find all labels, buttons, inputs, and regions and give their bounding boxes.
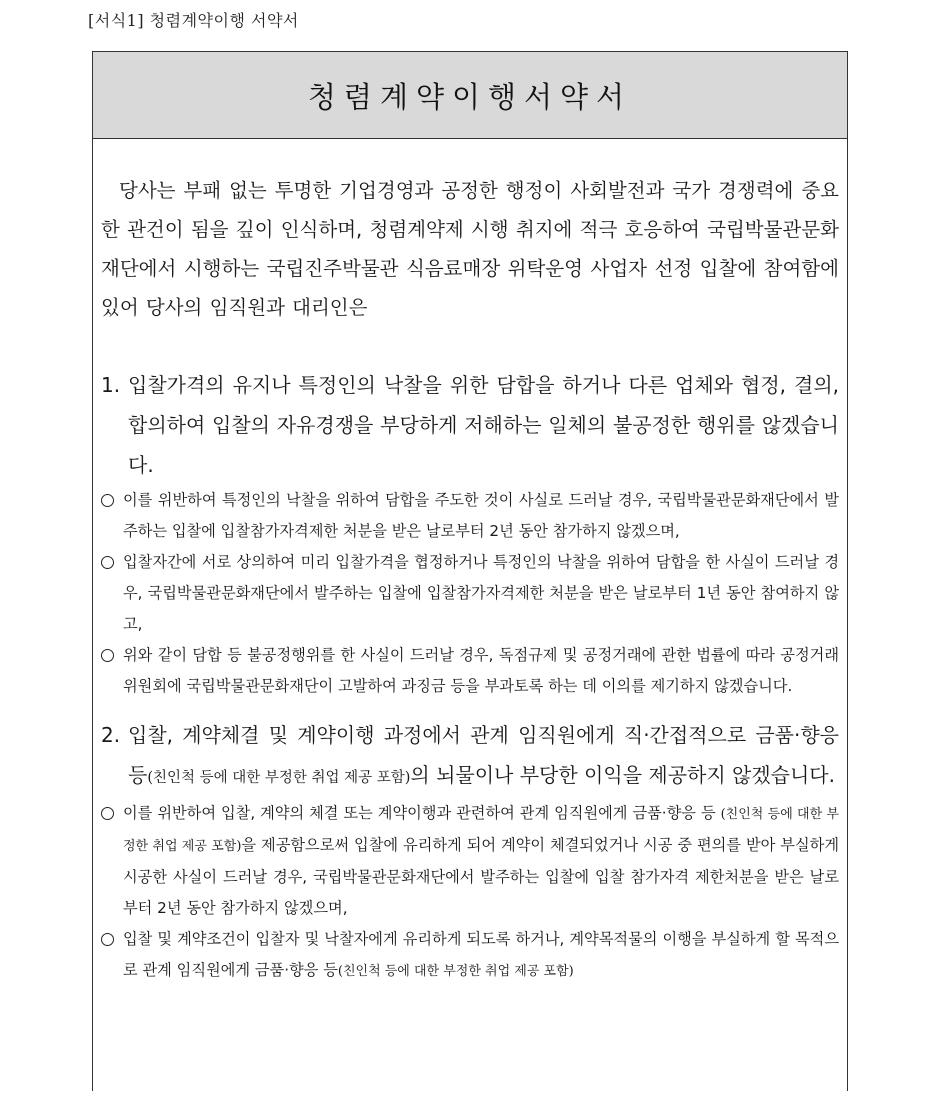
section-1-bullet-3 [101, 640, 839, 702]
intro-text: 당사는 부패 없는 투명한 기업경영과 공정한 행정이 사회발전과 국가 경쟁력에 중요한 관건이 됨을 깊이 인식하며, 청렴계약제 시행 취지에 적극 호응하여 국립박물관문화재단에서 시행하는 국립진주박물관 식음료매장 위탁운영 사업자 선정 입찰에 참여함에 있어 당사의 임직원과 대리인은 [101, 179, 839, 319]
section-text-part: 입찰, 계약체결 및 계약이행 과정에서 관계 임직원에게 직·간접적으로 금품·향응 등 [128, 723, 839, 787]
section-text-part: 의 뇌물이나 부당한 이익을 제공하지 않겠습니다. [410, 763, 835, 787]
section-number: 2. [101, 723, 121, 747]
section-text: 입찰가격의 유지나 특정인의 낙찰을 위한 담합을 하거나 다른 업체와 협정, 결의, 합의하여 입찰의 자유경쟁을 부당하게 저해하는 일체의 불공정한 행위를 않겠습니다. [128, 373, 839, 477]
document-title: 청렴계약이행서약서 [307, 79, 633, 114]
bullet-text: 위와 같이 담합 등 불공정행위를 한 사실이 드러날 경우, 독점규제 및 공정거래에 관한 법률에 따라 공정거래위원회에 국립박물관문화재단이 고발하여 과징금 등을 부과토록 하는 데 이의를 제기하지 않겠습니다. [123, 646, 839, 695]
bullet-text-parenthetical: (친인척 등에 대한 부정한 취업 제공 포함) [337, 964, 574, 979]
circle-bullet-icon [101, 485, 123, 547]
bullet-text-parenthetical: (친인척 등에 대한 부정한 취업 제공 포함) [123, 807, 840, 854]
document-body [93, 171, 847, 987]
circle-bullet-icon [101, 798, 123, 924]
section-text-parenthetical: (친인척 등에 대한 부정한 취업 제공 포함) [147, 770, 411, 786]
circle-bullet-icon [101, 547, 123, 640]
intro-paragraph [101, 171, 839, 327]
bullet-text: 입찰자간에 서로 상의하여 미리 입찰가격을 협정하거나 특정인의 낙찰을 위하여 담합을 한 사실이 드러날 경우, 국립박물관문화재단에서 발주하는 입찰에 입찰참가자격제한 처분을 받은 날로부터 1년 동안 참여하지 않고, [123, 553, 839, 633]
circle-bullet-icon [101, 640, 123, 702]
pledge-document [92, 51, 848, 1091]
section-1 [101, 365, 839, 485]
section-text [128, 715, 839, 798]
form-label: [서식1] 청렴계약이행 서약서 [88, 11, 299, 30]
section-number: 1. [101, 373, 121, 397]
bullet-text [123, 798, 839, 924]
section-2 [101, 715, 839, 798]
section-2-bullet-1 [101, 798, 839, 924]
section-2-bullet-2 [101, 924, 839, 987]
section-1-bullet-2 [101, 547, 839, 640]
title-band [93, 52, 847, 139]
bullet-text [123, 924, 839, 987]
circle-bullet-icon [101, 924, 123, 987]
bullet-text-part: 입찰 및 계약조건이 입찰자 및 낙찰자에게 유리하게 되도록 하거나, 계약목적물의 이행을 부실하게 할 목적으로 관계 임직원에게 금품·향응 등 [123, 930, 839, 979]
bullet-text: 이를 위반하여 특정인의 낙찰을 위하여 담합을 주도한 것이 사실로 드러날 경우, 국립박물관문화재단에서 발주하는 입찰에 입찰참가자격제한 처분을 받은 날로부터 2년 동안 참가하지 않겠으며, [123, 491, 839, 540]
bullet-text-part: 을 제공함으로써 입찰에 유리하게 되어 계약이 체결되었거나 시공 중 편의를 받아 부실하게 시공한 사실이 드러날 경우, 국립박물관문화재단에서 발주하는 입찰에 입찰 참가자격 제한처분을 받은 날로부터 2년 동안 참가하지 않겠으며, [123, 836, 839, 917]
section-1-bullet-1 [101, 485, 839, 547]
bullet-text-part: 이를 위반하여 입찰, 계약의 체결 또는 계약이행과 관련하여 관계 임직원에게 금품·향응 등 [123, 804, 721, 822]
